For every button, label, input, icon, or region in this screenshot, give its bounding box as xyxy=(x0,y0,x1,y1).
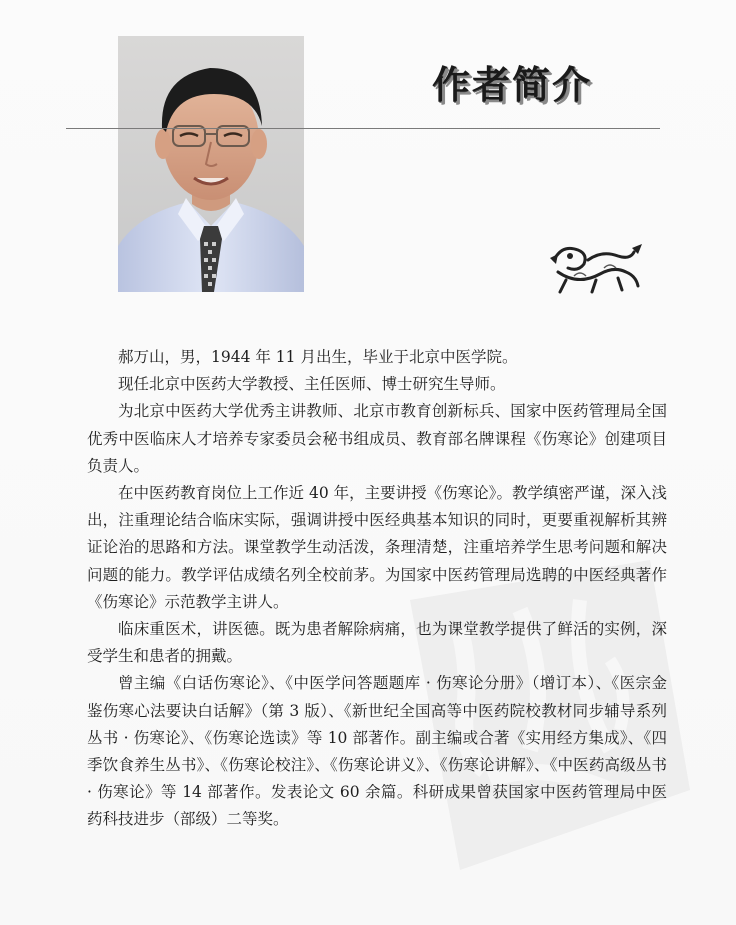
bio-paragraph: 现任北京中医药大学教授、主任医师、博士研究生导师。 xyxy=(118,375,506,394)
bio-paragraph: 临床重医术，讲医德。既为患者解除病痛，也为课堂教学提供了鲜活的实例，深受学生和患者的拥戴。 xyxy=(87,620,667,666)
bio-paragraph: 郝万山，男，1944 年 11 月出生，毕业于北京中医学院。 xyxy=(118,348,518,366)
bio-paragraph: 曾主编《白话伤寒论》、《中医学问答题题库 · 伤寒论分册》（增订本）、《医宗金鉴伤寒心法要诀白话解》（第 3 版）、《新世纪全国高等中医药院校教材同步辅导系列丛书 · 伤寒论》、《伤寒论选读》等 10 部著作。副主编或合著《实用经方集成》、《四季饮食养生丛书》、《伤寒论校注》、《伤寒论讲义》、《伤寒论讲解》、《中医药高级丛书 · 伤寒论》等 14 部著作。发表论文 60 余篇。科研成果曾获国家中医药管理局中医药科技进步（部级）二等奖。 xyxy=(87,674,667,829)
biography xyxy=(87,344,667,834)
dragon-ornament-icon xyxy=(548,238,644,296)
bio-paragraph: 为北京中医药大学优秀主讲教师、北京市教育创新标兵、国家中医药管理局全国优秀中医临床人才培养专家委员会秘书组成员、教育部名牌课程《伤寒论》创建项目负责人。 xyxy=(87,402,667,475)
page-title: 作者简介 xyxy=(432,63,593,107)
author-photo xyxy=(118,36,304,292)
bio-paragraph: 在中医药教育岗位上工作近 40 年，主要讲授《伤寒论》。教学缜密严谨，深入浅出，注重理论结合临床实际，强调讲授中医经典基本知识的同时，更要重视解析其辨证论治的思路和方法。课堂教学生动活泼，条理清楚，注重培养学生思考问题和解决问题的能力。教学评估成绩名列全校前茅。为国家中医药管理局选聘的中医经典著作《伤寒论》示范教学主讲人。 xyxy=(87,484,667,611)
header-rule xyxy=(66,128,660,129)
